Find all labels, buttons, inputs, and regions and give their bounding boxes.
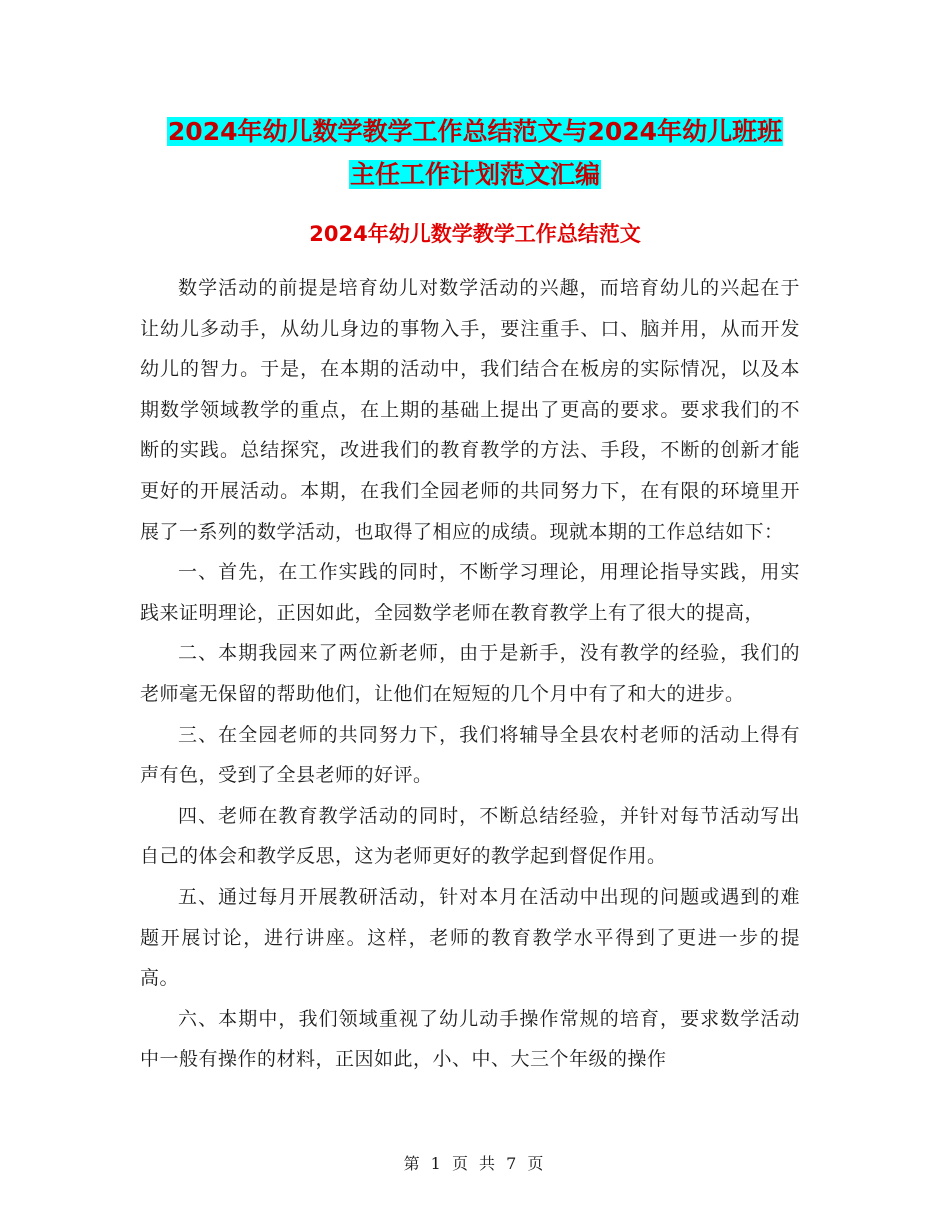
paragraph-item-2: 二、本期我园来了两位新老师，由于是新手，没有教学的经验，我们的老师毫无保留的帮助他们，让他们在短短的几个月中有了和大的进步。 xyxy=(140,642,800,705)
title-highlight: 2024年幼儿数学教学工作总结范文与2024年幼儿班班 xyxy=(167,117,783,146)
paragraph-item-4: 四、老师在教育教学活动的同时，不断总结经验，并针对每节活动写出自己的体会和教学反思，这为老师更好的教学起到督促作用。 xyxy=(140,804,800,868)
paragraph-item-5: 五、通过每月开展教研活动，针对本月在活动中出现的问题或遇到的难题开展讨论，进行讲座。这样，老师的教育教学水平得到了更进一步的提高。 xyxy=(140,885,800,990)
document-body xyxy=(140,268,800,1080)
paragraph-item-1: 一、首先，在工作实践的同时，不断学习理论，用理论指导实践，用实践来证明理论，正因如此，全园数学老师在教育教学上有了很大的提高， xyxy=(140,561,800,624)
paragraph-intro: 数学活动的前提是培育幼儿对数学活动的兴趣，而培育幼儿的兴起在于让幼儿多动手，从幼儿身边的事物入手，要注重手、口、脑并用，从而开发幼儿的智力。于是，在本期的活动中，我们结合在板房的实际情况，以及本期数学领域教学的重点，在上期的基础上提出了更高的要求。要求我们的不断的实践。总结探究，改进我们的教育教学的方法、手段，不断的创新才能更好的开展活动。本期，在我们全园老师的共同努力下，在有限的环境里开展了一系列的数学活动，也取得了相应的成绩。现就本期的工作总结如下： xyxy=(140,277,800,543)
paragraph-item-6: 六、本期中，我们领域重视了幼儿动手操作常规的培育，要求数学活动中一般有操作的材料，正因如此，小、中、大三个年级的操作 xyxy=(140,1007,800,1071)
document-title-line-2 xyxy=(140,155,810,195)
page-footer: 第 1 页 共 7 页 xyxy=(403,1154,547,1173)
section-title: 2024年幼儿数学教学工作总结范文 xyxy=(309,222,641,246)
title-highlight: 主任工作计划范文汇编 xyxy=(349,160,600,189)
document-title-line-1 xyxy=(140,112,810,152)
paragraph-item-3: 三、在全园老师的共同努力下，我们将辅导全县农村老师的活动上得有声有色，受到了全县老师的好评。 xyxy=(140,723,800,787)
